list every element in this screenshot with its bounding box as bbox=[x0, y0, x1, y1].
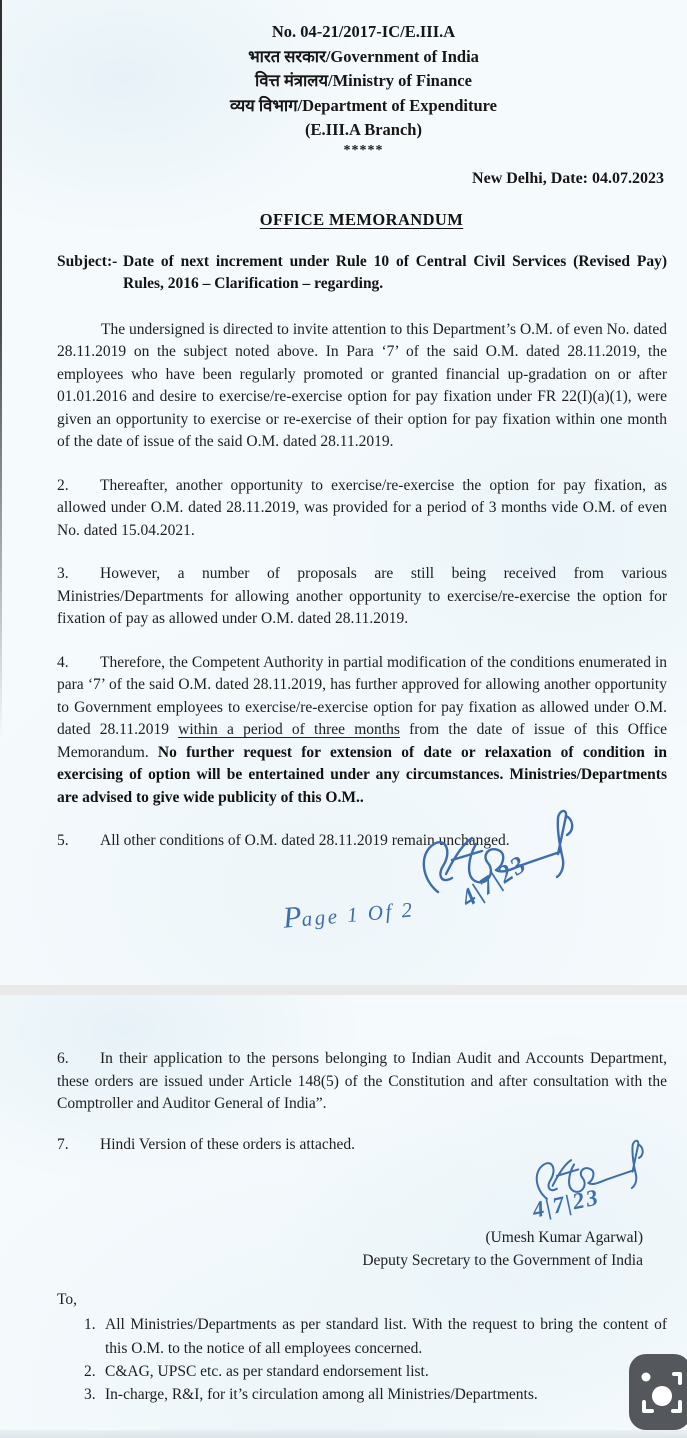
list-item-number: 3. bbox=[84, 1386, 96, 1404]
paragraph-6 bbox=[57, 1048, 667, 1116]
paragraph-5-text: All other conditions of O.M. dated 28.11.2019 remain unchanged. bbox=[100, 832, 510, 849]
paragraph-7-text: Hindi Version of these orders is attached. bbox=[100, 1135, 355, 1153]
paragraph-4-text-2: from the date of issue of this Office Memorandum. bbox=[57, 721, 667, 761]
subject-label: Subject:- bbox=[57, 252, 118, 270]
list-item bbox=[84, 1313, 667, 1360]
paragraph-4-number: 4. bbox=[57, 653, 69, 671]
signatory-designation: Deputy Secretary to the Government of India bbox=[362, 1252, 643, 1269]
branch-line: (E.III.A Branch) bbox=[305, 120, 422, 139]
screenshot-capture-button[interactable] bbox=[629, 1354, 687, 1430]
place-and-date: New Delhi, Date: 04.07.2023 bbox=[472, 169, 664, 187]
paragraph-3-number: 3. bbox=[57, 565, 69, 582]
scan-edge-shadow bbox=[0, 0, 2, 740]
subject-block bbox=[57, 251, 667, 295]
screenshot-lens-icon bbox=[629, 1354, 687, 1430]
handwritten-date-2: 4|7|23 bbox=[530, 1184, 602, 1223]
handwritten-date-1: 4|7|23 bbox=[456, 850, 533, 913]
subject-text: Date of next increment under Rule 10 of Central Civil Services (Revised Pay) Rules, 2016 – Clarification – regarding. bbox=[123, 252, 667, 292]
scan-bottom-edge bbox=[0, 1430, 687, 1438]
page-note-rest: age 1 Of 2 bbox=[300, 897, 416, 932]
org-line-government: भारत सरकार/Government of India bbox=[248, 46, 479, 66]
paragraph-1: The undersigned is directed to invite attention to this Department’s O.M. of even No. dated 28.11.2019 on the subject noted above. In Para ‘7’ of the said O.M. dated 28.11.2019, the employees who have been regularly promoted or granted financial up-gradation on or after 01.01.2016 and desire to exercise/re-exercise option for pay fixation under FR 22(I)(a)(1), were given an opportunity to exercise or re-exercise of their option for pay fixation within one month of the date of issue of the said O.M. dated 28.11.2019. bbox=[57, 320, 667, 450]
scanned-page-2 bbox=[0, 995, 687, 1438]
paragraph-6-number: 6. bbox=[57, 1050, 69, 1067]
paragraph-7-number: 7. bbox=[57, 1135, 69, 1153]
paragraph-4-underlined: within a period of three months bbox=[178, 721, 400, 738]
separator-stars: ***** bbox=[343, 142, 384, 158]
list-item-number: 2. bbox=[84, 1362, 96, 1380]
paragraph-2 bbox=[57, 475, 667, 543]
paragraph-4-text-1: Therefore, the Competent Authority in partial modification of the conditions enumerated in para ‘7’ of the said O.M. dated 28.11.2019, has further approved for allowing another opportunity to Government employees to exercise/re-exercise option for pay fixation as allowed under O.M. dated 28.11.2019 bbox=[57, 653, 667, 738]
list-item-text: C&AG, UPSC etc. as per standard endorsement list. bbox=[105, 1362, 429, 1380]
paragraph-4 bbox=[57, 652, 667, 810]
handwritten-page-note bbox=[282, 890, 416, 935]
signatory-name: (Umesh Kumar Agarwal) bbox=[485, 1229, 643, 1246]
reference-number: No. 04-21/2017-IC/E.III.A bbox=[271, 22, 456, 41]
list-item bbox=[84, 1383, 667, 1406]
paragraph-3-text: However, a number of proposals are still being received from various Ministries/Departments for allowing another opportunity to exercise/re-exercise the option for fixation of pay as allowed under O.M. dated 28.11.2019. bbox=[57, 565, 667, 627]
paragraph-5-number: 5. bbox=[57, 832, 69, 849]
page-separator-band bbox=[0, 985, 687, 995]
page-note-initial: P bbox=[281, 900, 303, 935]
org-line-department: व्यय विभाग/Department of Expenditure bbox=[229, 95, 498, 115]
list-item-text: In-charge, R&I, for it’s circulation among all Ministries/Departments. bbox=[105, 1386, 538, 1404]
list-item bbox=[84, 1360, 667, 1383]
paragraph-2-text: Thereafter, another opportunity to exercise/re-exercise the option for pay fixation, as allowed under O.M. dated 28.11.2019, was provided for a period of 3 months vide O.M. of even No. dated 15.04.2021. bbox=[57, 476, 667, 539]
distribution-label: To, bbox=[57, 1291, 78, 1308]
list-item-number: 1. bbox=[84, 1316, 96, 1334]
distribution-block bbox=[57, 1288, 667, 1406]
list-item-text: All Ministries/Departments as per standard list. With the request to bring the content of this O.M. to the notice of all employees concerned. bbox=[105, 1316, 667, 1357]
paragraph-2-number: 2. bbox=[57, 476, 69, 494]
letterhead bbox=[20, 0, 687, 159]
paragraph-3 bbox=[57, 563, 667, 631]
memo-title: OFFICE MEMORANDUM bbox=[259, 209, 464, 229]
signature-ink-2 bbox=[505, 1133, 673, 1233]
page1-content bbox=[0, 251, 687, 853]
paragraph-6-text: In their application to the persons belonging to Indian Audit and Accounts Department, these orders are issued under Article 148(5) of the Constitution and after consultation with the Comptroller and Auditor General of India”. bbox=[57, 1050, 667, 1112]
org-line-ministry: वित्त मंत्रालय/Ministry of Finance bbox=[255, 71, 472, 90]
paragraph-4-bold: No further request for extension of date or relaxation of condition in exercising of option will be entertained under any circumstances. Ministries/Departments are advised to give wide publicity of this O.M.. bbox=[57, 743, 667, 806]
distribution-list bbox=[84, 1313, 667, 1406]
